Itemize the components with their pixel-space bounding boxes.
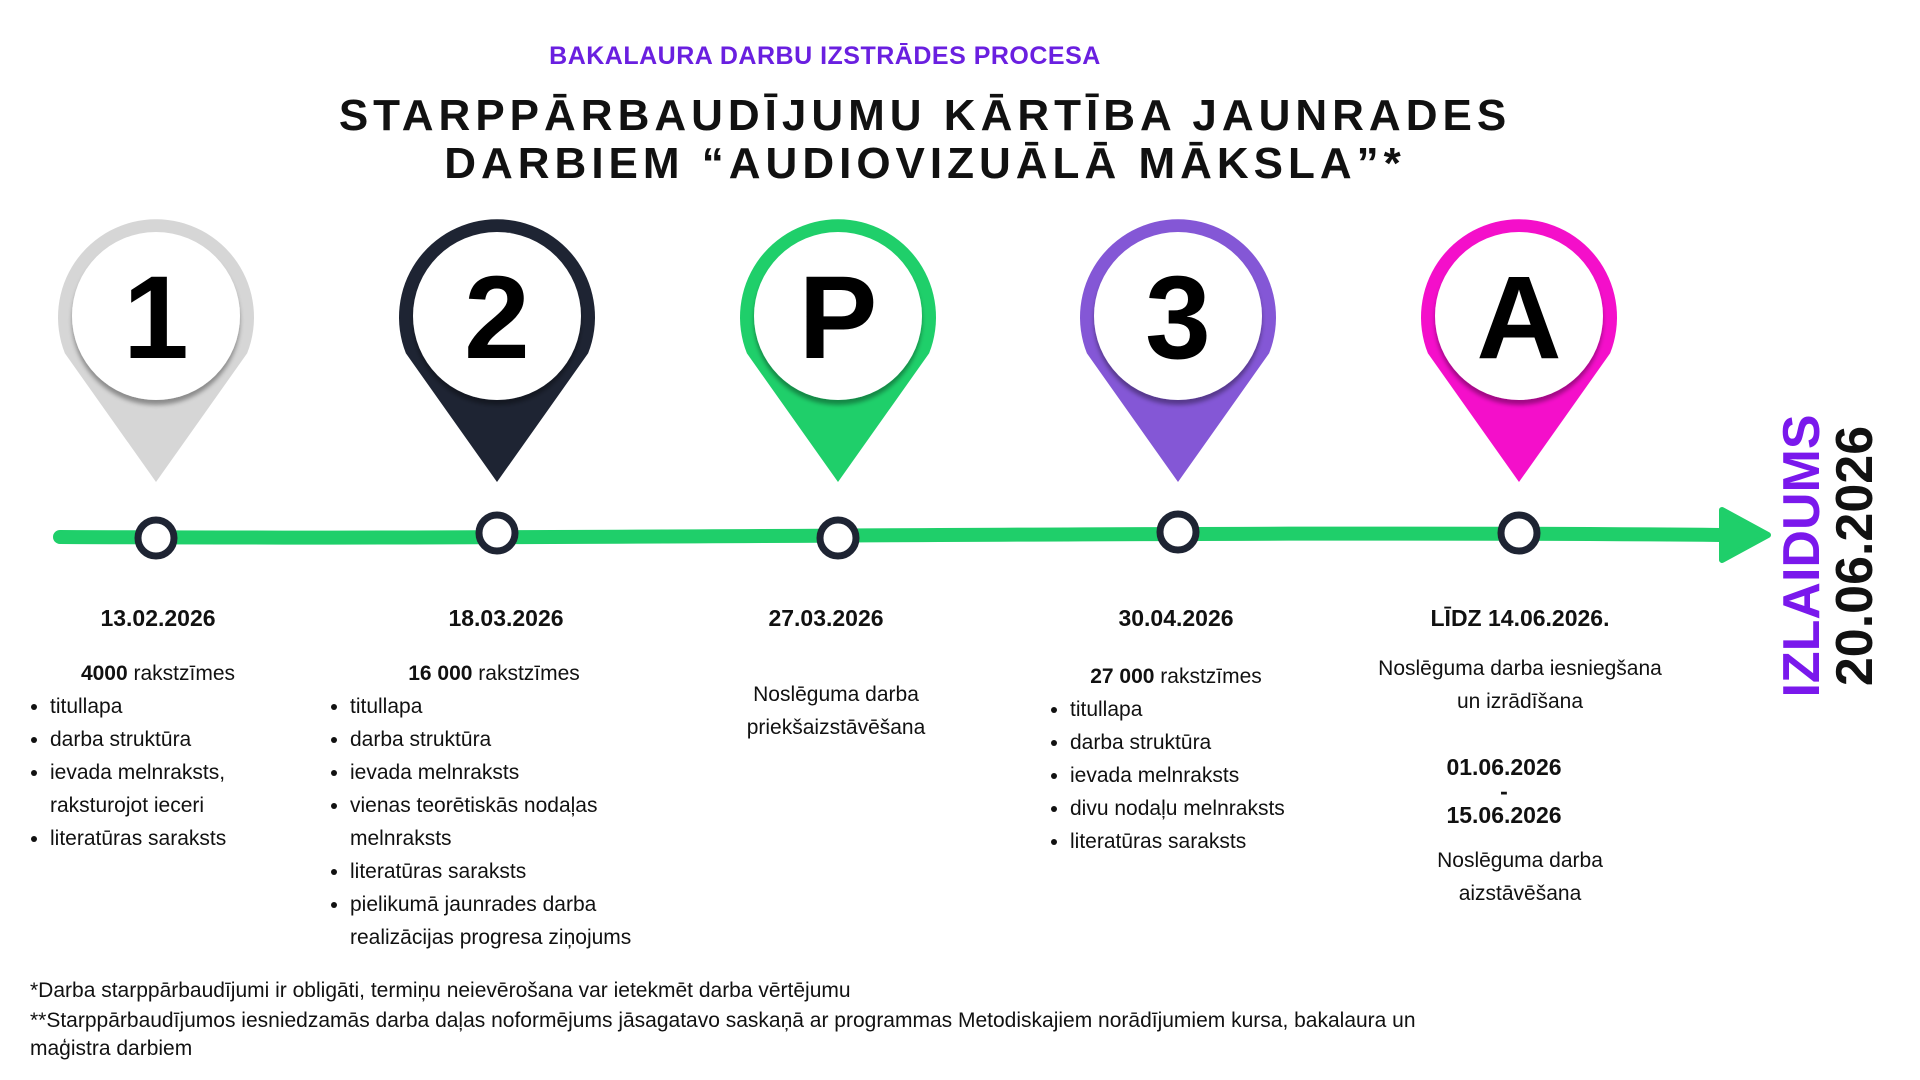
release-word: IZLAIDUMS — [1773, 414, 1831, 698]
pin-2-label: 2 — [464, 252, 530, 384]
stage-1-count: 4000 — [80, 662, 128, 685]
map-pin-3-icon — [740, 219, 936, 482]
list-item: raksturojot ieceri — [50, 794, 205, 817]
stage-1-unit: rakstzīmes — [127, 662, 236, 685]
list-item: • titullapa — [350, 690, 631, 723]
list-item: • literatūras saraksts — [50, 822, 226, 855]
stage-1-list — [26, 690, 226, 855]
map-pin-5-icon — [1421, 219, 1617, 482]
subtitle: BAKALAURA DARBU IZSTRĀDES PROCESA — [549, 42, 1101, 70]
stage-2-unit: rakstzīmes — [472, 662, 580, 685]
stage-1-date: 13.02.2026 — [100, 605, 216, 631]
list-item: • vienas teorētiskās nodaļas — [350, 789, 631, 822]
stage-3-desc-line-1: Noslēguma darba — [753, 683, 919, 706]
stage-4-count: 27 000 — [1090, 665, 1155, 688]
footnote-1: *Darba starppārbaudījumi ir obligāti, termiņu neievērošana var ietekmēt darba vērtējumu — [30, 979, 851, 1002]
pin-4-label: 3 — [1145, 252, 1211, 384]
list-item: • literatūras saraksts — [350, 855, 631, 888]
pin-1-label: 1 — [123, 252, 189, 384]
stage-5-description — [1340, 652, 1700, 718]
stage-4-lead — [1016, 665, 1336, 689]
timeline-node-4 — [1160, 514, 1196, 550]
stage-5-desc-line-1: Noslēguma darba iesniegšana — [1378, 657, 1662, 680]
footnote-2-line-2: maģistra darbiem — [30, 1037, 193, 1060]
list-item: • literatūras saraksts — [1070, 825, 1285, 858]
pin-5-label: A — [1476, 252, 1562, 384]
list-item: melnraksts — [350, 827, 452, 850]
stage-5-defense-line-1: Noslēguma darba — [1437, 849, 1603, 872]
list-item: • titullapa — [1070, 693, 1285, 726]
footnote-2-line-1: **Starppārbaudījumos iesniedzamās darba daļas noformējums jāsagatavo saskaņā ar programmas Metodiskajiem norādījumiem kursa, bakalaura un — [30, 1009, 1416, 1032]
list-item: • ievada melnraksts, — [50, 756, 226, 789]
stage-3-date: 27.03.2026 — [768, 605, 884, 631]
map-pin-1-icon — [58, 219, 254, 482]
stage-5-range-dash: - — [1500, 778, 1508, 804]
stage-5-date: LĪDZ 14.06.2026. — [1430, 605, 1610, 631]
footnote-2 — [30, 1007, 1710, 1063]
stage-3-desc-line-2: priekšaizstāvēšana — [746, 716, 926, 739]
timeline-node-3 — [820, 520, 856, 556]
title-line-2: DARBIEM “AUDIOVIZUĀLĀ MĀKSLA”* — [444, 139, 1406, 188]
stage-2-list — [326, 690, 631, 954]
list-item: • pielikumā jaunrades darba — [350, 888, 631, 921]
timeline-node-1 — [138, 520, 174, 556]
list-item: • ievada melnraksts — [1070, 759, 1285, 792]
map-pin-4-icon — [1080, 219, 1276, 482]
timeline-node-2 — [479, 515, 515, 551]
timeline-arrow-head — [1722, 510, 1768, 560]
list-item: • darba struktūra — [350, 723, 631, 756]
title-line-1: STARPPĀRBAUDĪJUMU KĀRTĪBA JAUNRADES — [338, 91, 1512, 140]
stage-5-range-end: 15.06.2026 — [1446, 802, 1562, 828]
map-pin-2-icon — [399, 219, 595, 482]
release-date: 20.06.2026 — [1826, 425, 1884, 687]
stage-5-desc-line-2: un izrādīšana — [1456, 690, 1584, 713]
timeline-node-5 — [1501, 515, 1537, 551]
stage-4-date: 30.04.2026 — [1118, 605, 1234, 631]
stage-1-lead — [0, 662, 316, 686]
stage-3-description — [656, 678, 1016, 744]
list-item: realizācijas progresa ziņojums — [350, 926, 632, 949]
stage-2-count: 16 000 — [408, 662, 473, 685]
stage-5-range-start: 01.06.2026 — [1446, 754, 1562, 780]
pin-3-label: P — [798, 252, 878, 384]
stage-5-defense — [1340, 844, 1700, 910]
list-item: • darba struktūra — [50, 723, 226, 756]
list-item: • divu nodaļu melnraksts — [1070, 792, 1285, 825]
list-item: • titullapa — [50, 690, 226, 723]
stage-4-list — [1046, 693, 1285, 858]
stage-2-lead — [334, 662, 654, 686]
stage-4-unit: rakstzīmes — [1154, 665, 1262, 688]
stage-2-date: 18.03.2026 — [448, 605, 564, 631]
stage-5-defense-line-2: aizstāvēšana — [1458, 882, 1582, 905]
list-item: • ievada melnraksts — [350, 756, 631, 789]
list-item: • darba struktūra — [1070, 726, 1285, 759]
